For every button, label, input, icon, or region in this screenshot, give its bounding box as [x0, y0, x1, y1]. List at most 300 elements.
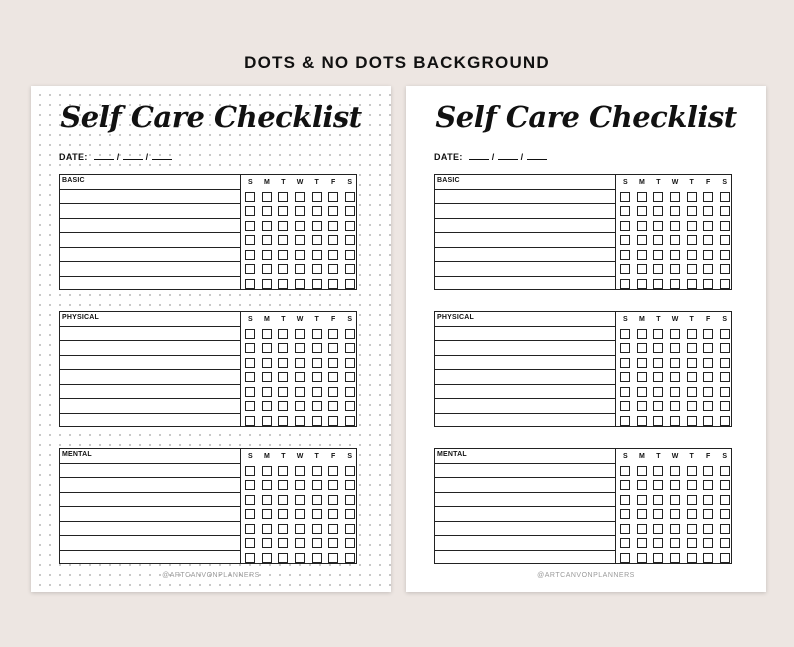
day-checkbox[interactable] — [653, 466, 663, 476]
day-checkbox[interactable] — [637, 343, 647, 353]
day-checkbox[interactable] — [703, 250, 713, 260]
day-checkbox[interactable] — [687, 358, 697, 368]
day-checkbox[interactable] — [278, 358, 288, 368]
day-checkbox[interactable] — [295, 524, 305, 534]
day-checkbox[interactable] — [328, 553, 338, 563]
checklist-entry-line[interactable] — [60, 233, 240, 248]
day-checkbox[interactable] — [637, 538, 647, 548]
day-checkbox[interactable] — [245, 387, 255, 397]
checklist-entry-line[interactable] — [60, 356, 240, 371]
day-checkbox[interactable] — [295, 264, 305, 274]
day-checkbox[interactable] — [278, 387, 288, 397]
day-checkbox[interactable] — [295, 480, 305, 490]
day-checkbox[interactable] — [720, 221, 730, 231]
day-checkbox[interactable] — [262, 221, 272, 231]
day-checkbox[interactable] — [670, 480, 680, 490]
day-checkbox[interactable] — [278, 509, 288, 519]
checklist-entry-line[interactable] — [60, 204, 240, 219]
day-checkbox[interactable] — [312, 387, 322, 397]
checklist-entry-line[interactable] — [60, 464, 240, 479]
day-checkbox[interactable] — [295, 372, 305, 382]
day-checkbox[interactable] — [328, 329, 338, 339]
day-checkbox[interactable] — [670, 329, 680, 339]
day-checkbox[interactable] — [312, 206, 322, 216]
day-checkbox[interactable] — [278, 416, 288, 426]
day-checkbox[interactable] — [345, 387, 355, 397]
day-checkbox[interactable] — [328, 206, 338, 216]
day-checkbox[interactable] — [345, 401, 355, 411]
day-checkbox[interactable] — [653, 524, 663, 534]
checklist-entry-line[interactable] — [60, 414, 240, 429]
day-checkbox[interactable] — [328, 538, 338, 548]
day-checkbox[interactable] — [278, 538, 288, 548]
day-checkbox[interactable] — [262, 401, 272, 411]
day-checkbox[interactable] — [262, 235, 272, 245]
day-checkbox[interactable] — [278, 466, 288, 476]
day-checkbox[interactable] — [637, 264, 647, 274]
day-checkbox[interactable] — [687, 524, 697, 534]
day-checkbox[interactable] — [295, 329, 305, 339]
day-checkbox[interactable] — [312, 264, 322, 274]
day-checkbox[interactable] — [670, 466, 680, 476]
day-checkbox[interactable] — [278, 192, 288, 202]
day-checkbox[interactable] — [620, 358, 630, 368]
day-checkbox[interactable] — [328, 279, 338, 289]
day-checkbox[interactable] — [262, 387, 272, 397]
day-checkbox[interactable] — [295, 279, 305, 289]
day-checkbox[interactable] — [295, 495, 305, 505]
day-checkbox[interactable] — [312, 401, 322, 411]
day-checkbox[interactable] — [720, 358, 730, 368]
day-checkbox[interactable] — [345, 495, 355, 505]
day-checkbox[interactable] — [328, 264, 338, 274]
day-checkbox[interactable] — [278, 235, 288, 245]
day-checkbox[interactable] — [687, 221, 697, 231]
day-checkbox[interactable] — [637, 524, 647, 534]
day-checkbox[interactable] — [637, 495, 647, 505]
day-checkbox[interactable] — [312, 538, 322, 548]
day-checkbox[interactable] — [703, 192, 713, 202]
day-checkbox[interactable] — [620, 343, 630, 353]
day-checkbox[interactable] — [620, 466, 630, 476]
day-checkbox[interactable] — [312, 553, 322, 563]
day-checkbox[interactable] — [620, 553, 630, 563]
checklist-entry-line[interactable] — [60, 327, 240, 342]
day-checkbox[interactable] — [687, 480, 697, 490]
day-checkbox[interactable] — [345, 192, 355, 202]
day-checkbox[interactable] — [278, 279, 288, 289]
day-checkbox[interactable] — [720, 235, 730, 245]
day-checkbox[interactable] — [278, 480, 288, 490]
day-checkbox[interactable] — [312, 358, 322, 368]
day-checkbox[interactable] — [637, 192, 647, 202]
day-checkbox[interactable] — [637, 480, 647, 490]
day-checkbox[interactable] — [620, 480, 630, 490]
day-checkbox[interactable] — [328, 480, 338, 490]
day-checkbox[interactable] — [245, 538, 255, 548]
day-checkbox[interactable] — [670, 387, 680, 397]
day-checkbox[interactable] — [687, 466, 697, 476]
day-checkbox[interactable] — [262, 509, 272, 519]
day-checkbox[interactable] — [312, 466, 322, 476]
day-checkbox[interactable] — [312, 329, 322, 339]
day-checkbox[interactable] — [295, 235, 305, 245]
day-checkbox[interactable] — [295, 553, 305, 563]
day-checkbox[interactable] — [653, 538, 663, 548]
checklist-entry-line[interactable] — [435, 190, 615, 205]
day-checkbox[interactable] — [328, 372, 338, 382]
day-checkbox[interactable] — [720, 387, 730, 397]
day-checkbox[interactable] — [637, 279, 647, 289]
day-checkbox[interactable] — [620, 401, 630, 411]
day-checkbox[interactable] — [687, 343, 697, 353]
day-checkbox[interactable] — [703, 221, 713, 231]
day-checkbox[interactable] — [278, 401, 288, 411]
day-checkbox[interactable] — [703, 358, 713, 368]
checklist-entry-line[interactable] — [60, 507, 240, 522]
day-checkbox[interactable] — [687, 264, 697, 274]
day-checkbox[interactable] — [262, 495, 272, 505]
day-checkbox[interactable] — [703, 401, 713, 411]
day-checkbox[interactable] — [345, 466, 355, 476]
day-checkbox[interactable] — [670, 358, 680, 368]
day-checkbox[interactable] — [328, 358, 338, 368]
day-checkbox[interactable] — [670, 509, 680, 519]
day-checkbox[interactable] — [703, 524, 713, 534]
day-checkbox[interactable] — [312, 524, 322, 534]
day-checkbox[interactable] — [295, 401, 305, 411]
day-checkbox[interactable] — [653, 509, 663, 519]
day-checkbox[interactable] — [620, 387, 630, 397]
day-checkbox[interactable] — [262, 524, 272, 534]
day-checkbox[interactable] — [345, 524, 355, 534]
day-checkbox[interactable] — [720, 553, 730, 563]
day-checkbox[interactable] — [295, 387, 305, 397]
day-checkbox[interactable] — [653, 416, 663, 426]
day-checkbox[interactable] — [720, 372, 730, 382]
day-checkbox[interactable] — [670, 401, 680, 411]
day-checkbox[interactable] — [687, 329, 697, 339]
day-checkbox[interactable] — [345, 509, 355, 519]
day-checkbox[interactable] — [687, 192, 697, 202]
day-checkbox[interactable] — [670, 250, 680, 260]
day-checkbox[interactable] — [295, 343, 305, 353]
day-checkbox[interactable] — [328, 250, 338, 260]
day-checkbox[interactable] — [670, 416, 680, 426]
checklist-entry-line[interactable] — [60, 190, 240, 205]
day-checkbox[interactable] — [262, 358, 272, 368]
day-checkbox[interactable] — [637, 358, 647, 368]
day-checkbox[interactable] — [720, 279, 730, 289]
day-checkbox[interactable] — [653, 329, 663, 339]
checklist-entry-line[interactable] — [60, 262, 240, 277]
day-checkbox[interactable] — [653, 495, 663, 505]
day-checkbox[interactable] — [687, 279, 697, 289]
checklist-entry-line[interactable] — [60, 341, 240, 356]
day-checkbox[interactable] — [637, 221, 647, 231]
day-checkbox[interactable] — [637, 250, 647, 260]
day-checkbox[interactable] — [262, 192, 272, 202]
checklist-entry-line[interactable] — [435, 341, 615, 356]
day-checkbox[interactable] — [262, 343, 272, 353]
day-checkbox[interactable] — [312, 509, 322, 519]
day-checkbox[interactable] — [670, 538, 680, 548]
day-checkbox[interactable] — [703, 495, 713, 505]
checklist-entry-line[interactable] — [60, 219, 240, 234]
checklist-entry-line[interactable] — [60, 277, 240, 292]
day-checkbox[interactable] — [245, 466, 255, 476]
day-checkbox[interactable] — [653, 358, 663, 368]
day-checkbox[interactable] — [312, 279, 322, 289]
day-checkbox[interactable] — [262, 466, 272, 476]
day-checkbox[interactable] — [687, 416, 697, 426]
day-checkbox[interactable] — [245, 553, 255, 563]
day-checkbox[interactable] — [345, 206, 355, 216]
day-checkbox[interactable] — [345, 553, 355, 563]
day-checkbox[interactable] — [670, 264, 680, 274]
day-checkbox[interactable] — [312, 372, 322, 382]
checklist-entry-line[interactable] — [435, 464, 615, 479]
day-checkbox[interactable] — [245, 524, 255, 534]
checklist-entry-line[interactable] — [435, 248, 615, 263]
day-checkbox[interactable] — [345, 358, 355, 368]
day-checkbox[interactable] — [262, 372, 272, 382]
day-checkbox[interactable] — [278, 206, 288, 216]
day-checkbox[interactable] — [687, 387, 697, 397]
checklist-entry-line[interactable] — [435, 219, 615, 234]
day-checkbox[interactable] — [345, 538, 355, 548]
day-checkbox[interactable] — [262, 553, 272, 563]
day-checkbox[interactable] — [245, 221, 255, 231]
day-checkbox[interactable] — [245, 192, 255, 202]
day-checkbox[interactable] — [262, 416, 272, 426]
day-checkbox[interactable] — [720, 343, 730, 353]
day-checkbox[interactable] — [245, 235, 255, 245]
day-checkbox[interactable] — [328, 509, 338, 519]
day-checkbox[interactable] — [312, 343, 322, 353]
checklist-entry-line[interactable] — [435, 370, 615, 385]
day-checkbox[interactable] — [345, 235, 355, 245]
day-checkbox[interactable] — [345, 279, 355, 289]
day-checkbox[interactable] — [312, 192, 322, 202]
day-checkbox[interactable] — [328, 524, 338, 534]
day-checkbox[interactable] — [278, 221, 288, 231]
checklist-entry-line[interactable] — [60, 536, 240, 551]
day-checkbox[interactable] — [312, 495, 322, 505]
day-checkbox[interactable] — [262, 206, 272, 216]
day-checkbox[interactable] — [637, 401, 647, 411]
day-checkbox[interactable] — [637, 416, 647, 426]
day-checkbox[interactable] — [312, 250, 322, 260]
day-checkbox[interactable] — [345, 480, 355, 490]
day-checkbox[interactable] — [262, 250, 272, 260]
day-checkbox[interactable] — [653, 480, 663, 490]
day-checkbox[interactable] — [670, 372, 680, 382]
day-checkbox[interactable] — [295, 416, 305, 426]
day-checkbox[interactable] — [670, 524, 680, 534]
day-checkbox[interactable] — [670, 235, 680, 245]
day-checkbox[interactable] — [703, 329, 713, 339]
day-checkbox[interactable] — [720, 524, 730, 534]
day-checkbox[interactable] — [687, 553, 697, 563]
day-checkbox[interactable] — [637, 387, 647, 397]
day-checkbox[interactable] — [653, 401, 663, 411]
day-checkbox[interactable] — [620, 279, 630, 289]
day-checkbox[interactable] — [328, 466, 338, 476]
day-checkbox[interactable] — [653, 279, 663, 289]
day-checkbox[interactable] — [278, 524, 288, 534]
checklist-entry-line[interactable] — [435, 551, 615, 566]
day-checkbox[interactable] — [720, 264, 730, 274]
day-checkbox[interactable] — [345, 343, 355, 353]
checklist-entry-line[interactable] — [435, 204, 615, 219]
day-checkbox[interactable] — [245, 264, 255, 274]
day-checkbox[interactable] — [703, 466, 713, 476]
day-checkbox[interactable] — [653, 250, 663, 260]
day-checkbox[interactable] — [328, 192, 338, 202]
day-checkbox[interactable] — [620, 192, 630, 202]
day-checkbox[interactable] — [245, 372, 255, 382]
day-checkbox[interactable] — [278, 329, 288, 339]
day-checkbox[interactable] — [687, 372, 697, 382]
day-checkbox[interactable] — [703, 480, 713, 490]
day-checkbox[interactable] — [245, 480, 255, 490]
day-checkbox[interactable] — [720, 250, 730, 260]
day-checkbox[interactable] — [295, 250, 305, 260]
day-checkbox[interactable] — [720, 329, 730, 339]
day-checkbox[interactable] — [345, 329, 355, 339]
day-checkbox[interactable] — [670, 221, 680, 231]
day-checkbox[interactable] — [637, 553, 647, 563]
day-checkbox[interactable] — [620, 329, 630, 339]
checklist-entry-line[interactable] — [60, 248, 240, 263]
day-checkbox[interactable] — [637, 372, 647, 382]
checklist-entry-line[interactable] — [60, 385, 240, 400]
day-checkbox[interactable] — [653, 264, 663, 274]
day-checkbox[interactable] — [295, 358, 305, 368]
day-checkbox[interactable] — [345, 372, 355, 382]
day-checkbox[interactable] — [670, 495, 680, 505]
day-checkbox[interactable] — [312, 235, 322, 245]
day-checkbox[interactable] — [687, 401, 697, 411]
day-checkbox[interactable] — [720, 495, 730, 505]
day-checkbox[interactable] — [687, 509, 697, 519]
day-checkbox[interactable] — [345, 221, 355, 231]
day-checkbox[interactable] — [620, 416, 630, 426]
checklist-entry-line[interactable] — [435, 536, 615, 551]
day-checkbox[interactable] — [703, 206, 713, 216]
day-checkbox[interactable] — [312, 221, 322, 231]
day-checkbox[interactable] — [278, 250, 288, 260]
day-checkbox[interactable] — [720, 509, 730, 519]
day-checkbox[interactable] — [345, 264, 355, 274]
checklist-entry-line[interactable] — [435, 385, 615, 400]
day-checkbox[interactable] — [278, 372, 288, 382]
checklist-entry-line[interactable] — [60, 399, 240, 414]
day-checkbox[interactable] — [637, 206, 647, 216]
day-checkbox[interactable] — [703, 372, 713, 382]
day-checkbox[interactable] — [637, 509, 647, 519]
day-checkbox[interactable] — [262, 329, 272, 339]
day-checkbox[interactable] — [620, 538, 630, 548]
day-checkbox[interactable] — [295, 221, 305, 231]
day-checkbox[interactable] — [328, 495, 338, 505]
day-checkbox[interactable] — [720, 401, 730, 411]
day-checkbox[interactable] — [620, 235, 630, 245]
day-checkbox[interactable] — [620, 250, 630, 260]
day-checkbox[interactable] — [620, 509, 630, 519]
day-checkbox[interactable] — [262, 538, 272, 548]
day-checkbox[interactable] — [262, 279, 272, 289]
day-checkbox[interactable] — [328, 387, 338, 397]
day-checkbox[interactable] — [703, 416, 713, 426]
day-checkbox[interactable] — [687, 495, 697, 505]
day-checkbox[interactable] — [703, 235, 713, 245]
checklist-entry-line[interactable] — [435, 414, 615, 429]
day-checkbox[interactable] — [278, 264, 288, 274]
checklist-entry-line[interactable] — [435, 356, 615, 371]
day-checkbox[interactable] — [245, 279, 255, 289]
checklist-entry-line[interactable] — [60, 493, 240, 508]
day-checkbox[interactable] — [687, 235, 697, 245]
day-checkbox[interactable] — [703, 538, 713, 548]
checklist-entry-line[interactable] — [435, 327, 615, 342]
day-checkbox[interactable] — [653, 343, 663, 353]
day-checkbox[interactable] — [703, 343, 713, 353]
day-checkbox[interactable] — [345, 416, 355, 426]
day-checkbox[interactable] — [637, 235, 647, 245]
day-checkbox[interactable] — [278, 495, 288, 505]
checklist-entry-line[interactable] — [435, 478, 615, 493]
day-checkbox[interactable] — [720, 480, 730, 490]
day-checkbox[interactable] — [328, 343, 338, 353]
checklist-entry-line[interactable] — [435, 399, 615, 414]
day-checkbox[interactable] — [720, 466, 730, 476]
day-checkbox[interactable] — [278, 343, 288, 353]
day-checkbox[interactable] — [262, 264, 272, 274]
day-checkbox[interactable] — [670, 279, 680, 289]
day-checkbox[interactable] — [295, 192, 305, 202]
day-checkbox[interactable] — [703, 264, 713, 274]
checklist-entry-line[interactable] — [60, 551, 240, 566]
day-checkbox[interactable] — [262, 480, 272, 490]
day-checkbox[interactable] — [720, 206, 730, 216]
checklist-entry-line[interactable] — [60, 370, 240, 385]
day-checkbox[interactable] — [295, 206, 305, 216]
day-checkbox[interactable] — [720, 538, 730, 548]
checklist-entry-line[interactable] — [435, 522, 615, 537]
day-checkbox[interactable] — [670, 192, 680, 202]
day-checkbox[interactable] — [653, 206, 663, 216]
day-checkbox[interactable] — [653, 192, 663, 202]
day-checkbox[interactable] — [245, 250, 255, 260]
day-checkbox[interactable] — [703, 509, 713, 519]
day-checkbox[interactable] — [620, 264, 630, 274]
day-checkbox[interactable] — [245, 509, 255, 519]
day-checkbox[interactable] — [295, 509, 305, 519]
day-checkbox[interactable] — [670, 343, 680, 353]
checklist-entry-line[interactable] — [435, 277, 615, 292]
day-checkbox[interactable] — [245, 343, 255, 353]
checklist-entry-line[interactable] — [435, 233, 615, 248]
checklist-entry-line[interactable] — [435, 493, 615, 508]
day-checkbox[interactable] — [653, 387, 663, 397]
day-checkbox[interactable] — [687, 538, 697, 548]
day-checkbox[interactable] — [703, 279, 713, 289]
day-checkbox[interactable] — [245, 416, 255, 426]
day-checkbox[interactable] — [620, 495, 630, 505]
checklist-entry-line[interactable] — [435, 262, 615, 277]
